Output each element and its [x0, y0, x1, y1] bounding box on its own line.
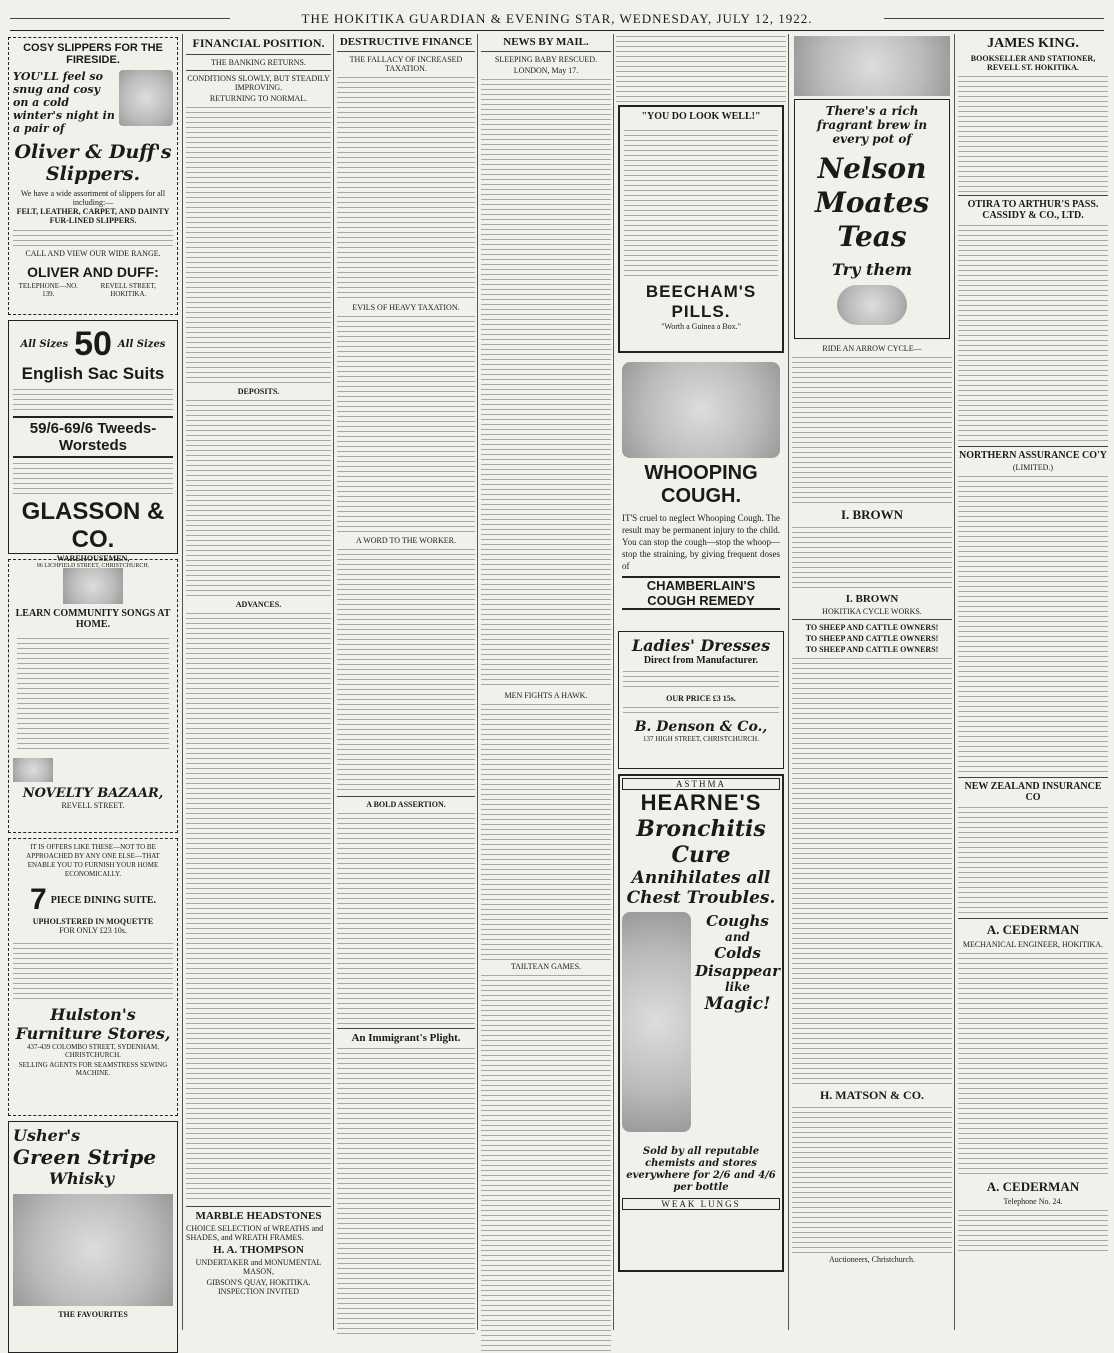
- hearne-line-10: Magic!: [704, 994, 771, 1014]
- column-rule: [477, 34, 478, 1330]
- cycle-heading: RIDE AN ARROW CYCLE—: [822, 344, 922, 353]
- immigrant-heading: An Immigrant's Plight.: [351, 1032, 461, 1044]
- dresses-heading: Ladies' Dresses: [631, 636, 771, 655]
- financial-advances: ADVANCES.: [235, 600, 282, 609]
- cycle-body: [792, 355, 952, 505]
- dresses-sub: Direct from Manufacturer.: [643, 655, 759, 666]
- whisky-ad: [8, 1121, 178, 1353]
- news-sub-2: LONDON, May 17.: [513, 66, 579, 75]
- headstones-address: GIBSON'S QUAY, HOKITIKA. INSPECTION INVITED: [206, 1278, 311, 1296]
- whooping-copy: IT'S cruel to neglect Whooping Cough. The result may be permanent injury to the child. You can stop the cough—stop the whoop—stop the straining, by giving frequent doses of: [622, 513, 780, 571]
- slippers-brand: Oliver & Duff's Slippers.: [14, 141, 172, 185]
- news-body-2: [481, 702, 611, 960]
- sheep-body: [792, 656, 952, 1086]
- furniture-ad: [8, 838, 178, 1116]
- destructive-sub-2: EVILS OF HEAVY TAXATION.: [352, 303, 460, 312]
- hearne-line-2: Bronchitis Cure: [636, 816, 766, 868]
- james-king-trade: BOOKSELLER AND STATIONER, REVELL ST. HOKITIKA.: [970, 54, 1096, 72]
- headstones-heading: MARBLE HEADSTONES: [195, 1210, 322, 1222]
- dresses-ad: [618, 631, 784, 769]
- cederman-name-2: A. CEDERMAN: [986, 1179, 1080, 1194]
- news-body-1: [481, 77, 611, 689]
- slippers-copy: [13, 228, 173, 246]
- teapot-illustration: [837, 285, 907, 325]
- column-rule: [333, 34, 334, 1330]
- beecham-ad: [618, 105, 784, 353]
- hearne-line-4: Chest Troubles.: [626, 888, 776, 908]
- financial-body-1: [186, 105, 331, 385]
- whisky-line-3: Whisky: [49, 1169, 115, 1188]
- furniture-address: 437-439 COLOMBO STREET, SYDENHAM, CHRISTCHURCH.: [27, 1043, 159, 1059]
- news-sub-1: SLEEPING BABY RESCUED.: [494, 55, 598, 64]
- dresses-price: OUR PRICE £3 15s.: [666, 694, 736, 703]
- column-6: [792, 34, 952, 1330]
- james-king-body: [958, 74, 1108, 192]
- sheep-heading-2: TO SHEEP AND CATTLE OWNERS!: [805, 634, 939, 643]
- slippers-types: FELT, LEATHER, CARPET, AND DAINTY FUR-LINED SLIPPERS.: [16, 207, 170, 225]
- songs-heading: LEARN COMMUNITY SONGS AT HOME.: [15, 608, 171, 630]
- tea-brand: Nelson Moates Teas: [814, 152, 930, 253]
- column-4: [481, 34, 611, 1330]
- beecham-copy: [624, 128, 778, 276]
- imprint-body: [958, 1208, 1108, 1252]
- otira-heading: OTIRA TO ARTHUR'S PASS. CASSIDY & CO., LTD.: [967, 199, 1099, 221]
- column-5: [616, 34, 786, 1330]
- slippers-address: REVELL STREET, HOKITIKA.: [100, 282, 156, 298]
- nz-insurance-body: [958, 805, 1108, 915]
- masthead: [10, 8, 1104, 31]
- slippers-line: YOU'LL feel so snug and cosy on a cold winter's night in a pair of: [13, 70, 115, 135]
- otira-body: [958, 223, 1108, 333]
- furniture-firm: Hulston's Furniture Stores,: [15, 1005, 171, 1043]
- destructive-body-1: [337, 75, 475, 301]
- masthead-rule-right: [884, 18, 1104, 19]
- songs-address: REVELL STREET.: [61, 801, 125, 810]
- whooping-illustration: [622, 362, 780, 458]
- hearne-line-7: Colds: [714, 944, 761, 962]
- furniture-agents: SELLING AGENTS FOR SEAMSTRESS SEWING MACHINE.: [18, 1061, 168, 1077]
- whisky-line-2: Green Stripe: [13, 1145, 157, 1169]
- hearne-top: ASTHMA: [622, 778, 780, 790]
- slippers-illustration: [119, 70, 173, 126]
- songs-copy: [17, 636, 169, 752]
- slippers-heading: COSY SLIPPERS FOR THE FIRESIDE.: [23, 42, 163, 66]
- suits-warehousemen: WAREHOUSEMEN,: [56, 554, 130, 563]
- financial-sub-3: RETURNING TO NORMAL.: [209, 94, 308, 103]
- nz-insurance-heading: NEW ZEALAND INSURANCE CO: [964, 781, 1102, 803]
- destructive-body-2: [337, 314, 475, 534]
- whisky-tagline: THE FAVOURITES: [58, 1310, 128, 1319]
- furniture-lead: IT IS OFFERS LIKE THESE—NOT TO BE APPROACHED BY ANY ONE ELSE—THAT ENABLE YOU TO FURNISH YOUR HOME ECONOMICALLY.: [26, 843, 160, 878]
- brown-name-2: I. BROWN: [845, 593, 899, 605]
- furniture-copy: [13, 941, 173, 999]
- hearne-knight-illustration: [622, 912, 691, 1132]
- suits-all-right: All Sizes: [117, 339, 166, 350]
- suits-firm: GLASSON & CO.: [21, 498, 165, 553]
- cederman-telephone: Telephone No. 24.: [1003, 1197, 1063, 1206]
- destructive-body-4: [337, 811, 475, 1025]
- south-british-body: [958, 333, 1108, 443]
- cederman-name: A. CEDERMAN: [986, 922, 1080, 937]
- northern-limited: (LIMITED.): [1012, 463, 1054, 472]
- beecham-quote: "YOU DO LOOK WELL!": [641, 111, 761, 122]
- horses-illustration: [13, 1194, 173, 1306]
- furniture-piece: PIECE DINING SUITE.: [50, 894, 156, 906]
- cederman-body: [958, 951, 1108, 1177]
- suits-all-left: All Sizes: [20, 339, 69, 350]
- dresses-copy-2: [623, 705, 779, 717]
- hearne-footer: Sold by all reputable chemists and stores everywhere for 2/6 and 4/6 per bottle: [626, 1146, 776, 1193]
- brown-works: HOKITIKA CYCLE WORKS.: [822, 607, 922, 616]
- suits-copy-2: [13, 461, 173, 495]
- financial-sub-1: THE BANKING RETURNS.: [211, 58, 306, 67]
- destructive-sub-1: THE FALLACY OF INCREASED TAXATION.: [349, 55, 463, 73]
- matson-body: [792, 1105, 952, 1253]
- destructive-body-3: [337, 547, 475, 793]
- hearne-bottom: WEAK LUNGS: [622, 1198, 780, 1210]
- top-illustration: [794, 36, 950, 96]
- brown-body: [792, 525, 952, 591]
- matson-name: H. MATSON & CO.: [819, 1088, 925, 1102]
- column-1: [6, 34, 180, 1330]
- column-2: [186, 34, 331, 1330]
- suits-copy: [13, 387, 173, 413]
- financial-heading: FINANCIAL POSITION.: [192, 36, 325, 50]
- songs-shop: NOVELTY BAZAAR,: [22, 786, 164, 801]
- headstones-line: CHOICE SELECTION of WREATHS and SHADES, and WREATH FRAMES.: [186, 1224, 324, 1242]
- furniture-price: FOR ONLY £23 10s.: [59, 926, 127, 935]
- financial-deposits: DEPOSITS.: [237, 387, 280, 396]
- column-rule: [954, 34, 955, 1330]
- headstones-trade: UNDERTAKER and MONUMENTAL MASON,: [195, 1258, 322, 1276]
- whooping-ad: [618, 358, 784, 626]
- sheep-heading-3: TO SHEEP AND CATTLE OWNERS!: [805, 645, 939, 654]
- news-sub-3: MEN FIGHTS A HAWK.: [504, 691, 588, 700]
- james-king-name: JAMES KING.: [987, 36, 1079, 51]
- col5-top-text: [616, 34, 786, 102]
- column-3: [337, 34, 475, 1330]
- hearne-name: HEARNE'S: [640, 790, 762, 815]
- whooping-heading: WHOOPING COUGH.: [644, 462, 758, 507]
- beecham-worth: "Worth a Guinea a Box.": [661, 322, 741, 331]
- furniture-upholstered: UPHOLSTERED IN MOQUETTE: [32, 917, 154, 926]
- hearne-line-6: and: [725, 930, 750, 944]
- suits-ad: [8, 320, 178, 569]
- financial-body-2: [186, 398, 331, 598]
- hearne-ad: [618, 774, 784, 1272]
- masthead-title: THE HOKITIKA GUARDIAN & EVENING STAR, WEDNESDAY, JULY 12, 1922.: [301, 11, 813, 26]
- news-heading: NEWS BY MAIL.: [503, 36, 589, 48]
- gramophone-icon: [63, 568, 123, 604]
- northern-body: [958, 474, 1108, 774]
- slippers-telephone: TELEPHONE—NO. 139.: [18, 282, 78, 298]
- immigrant-body: [337, 1046, 475, 1336]
- matson-title: Auctioneers, Christchurch.: [829, 1255, 915, 1264]
- songs-ad: [8, 559, 178, 833]
- destructive-heading: DESTRUCTIVE FINANCE: [339, 36, 473, 48]
- slippers-note: We have a wide assortment of slippers for all including:—: [20, 189, 166, 207]
- whooping-brand: CHAMBERLAIN'S COUGH REMEDY: [622, 576, 780, 610]
- furniture-number: 7: [30, 883, 47, 916]
- dresses-copy: [623, 669, 779, 691]
- brown-name: I. BROWN: [840, 507, 904, 522]
- slippers-firm: OLIVER AND DUFF:: [27, 264, 159, 280]
- tea-top: There's a rich fragrant brew in every pot of: [816, 104, 928, 146]
- tea-ad: [794, 99, 950, 339]
- suits-number: 50: [74, 325, 112, 363]
- dresses-address: 137 HIGH STREET, CHRISTCHURCH.: [643, 735, 759, 743]
- headstones-firm: H. A. THOMPSON: [213, 1244, 304, 1256]
- hearne-line-8: Disappear: [694, 962, 780, 980]
- his-masters-voice-logo: [13, 758, 53, 782]
- masthead-rule-left: [10, 18, 230, 19]
- destructive-sub-4: A BOLD ASSERTION.: [366, 800, 446, 809]
- whisky-line-1: Usher's: [13, 1126, 81, 1145]
- news-body-3: [481, 973, 611, 1353]
- tea-try: Try them: [831, 260, 913, 279]
- cederman-trade: MECHANICAL ENGINEER, HOKITIKA.: [962, 940, 1104, 949]
- suits-prices: 59/6-69/6 Tweeds-Worsteds: [13, 416, 173, 458]
- column-rule: [788, 34, 789, 1330]
- sheep-heading-1: TO SHEEP AND CATTLE OWNERS!: [805, 623, 939, 632]
- suits-heading: English Sac Suits: [21, 364, 165, 383]
- slippers-cta: CALL AND VIEW OUR WIDE RANGE.: [25, 249, 161, 258]
- column-rule: [613, 34, 614, 1330]
- destructive-sub-3: A WORD TO THE WORKER.: [356, 536, 456, 545]
- suits-address: 96 LICHFIELD STREET, CHRISTCHURCH.: [36, 563, 150, 569]
- news-sub-4: TAILTEAN GAMES.: [510, 962, 582, 971]
- hearne-line-5: Coughs: [706, 912, 769, 930]
- financial-sub-2: CONDITIONS SLOWLY, BUT STEADILY IMPROVING.: [187, 74, 330, 92]
- hearne-line-3: Annihilates all: [631, 868, 771, 888]
- beecham-name: BEECHAM'S PILLS.: [645, 282, 757, 321]
- dresses-firm: B. Denson & Co.,: [634, 719, 768, 735]
- column-rule: [182, 34, 183, 1330]
- hearne-line-9: like: [724, 980, 751, 994]
- northern-heading: NORTHERN ASSURANCE CO'Y: [958, 450, 1107, 461]
- column-7: [958, 34, 1108, 1330]
- slippers-ad: [8, 37, 178, 315]
- financial-body-3: [186, 611, 331, 1203]
